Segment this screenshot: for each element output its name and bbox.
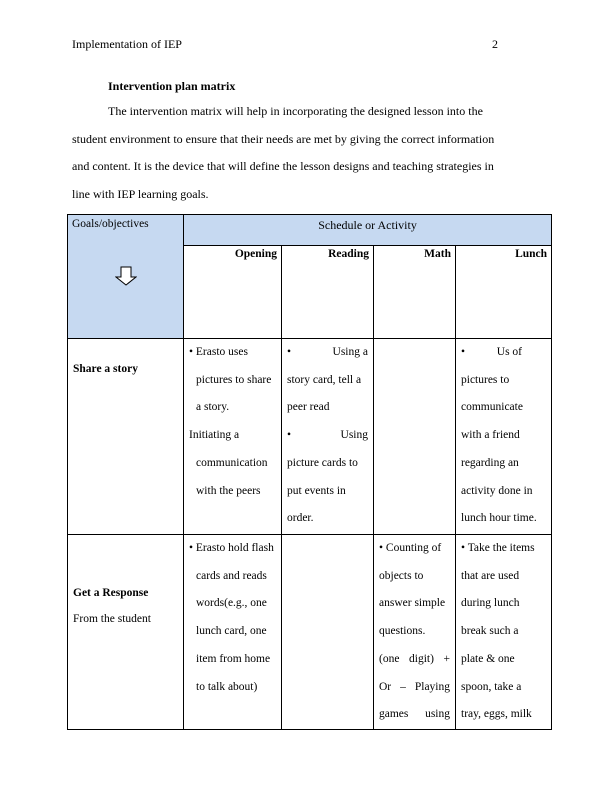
cell-line: communication: [196, 456, 268, 469]
cell-text: (one: [379, 652, 400, 665]
paragraph-line: The intervention matrix will help in incorporating the designed lesson into the: [108, 104, 483, 118]
intervention-matrix-table: [67, 214, 552, 730]
column-header-lunch: Lunch: [456, 245, 552, 338]
cell-text: using: [425, 708, 450, 721]
down-arrow-icon: [72, 266, 179, 289]
math-cell: [374, 339, 456, 535]
column-header-reading: Reading: [282, 245, 374, 338]
cell-line: during lunch: [461, 597, 520, 610]
cell-line: [379, 701, 450, 729]
table-row: [68, 339, 552, 535]
bullet: •: [287, 346, 292, 358]
cell-line: lunch hour time.: [461, 512, 537, 525]
schedule-header-label: Schedule or Activity: [318, 218, 417, 232]
cell-line: that are used: [461, 569, 520, 582]
cell-line: objects to: [379, 569, 424, 582]
cell-line: Initiating a: [189, 429, 240, 442]
cell-line: spoon, take a: [461, 680, 522, 693]
goals-header-label: Goals/objectives: [72, 218, 149, 230]
cell-line: tray, eggs, milk: [461, 708, 532, 721]
table-row: [68, 535, 552, 730]
cell-line: [379, 674, 450, 702]
cell-line: • Erasto uses: [189, 346, 248, 358]
cell-line: [287, 339, 368, 367]
cell-line: • Erasto hold flash: [189, 542, 274, 554]
cell-line: peer read: [287, 401, 330, 414]
cell-line: [461, 339, 546, 367]
section-title: Intervention plan matrix: [108, 79, 236, 93]
goal-cell-get-response: [68, 535, 184, 730]
page-number: 2: [492, 37, 498, 51]
running-header-title: Implementation of IEP: [72, 37, 182, 51]
bullet: •: [287, 429, 292, 442]
goal-label: Get a Response: [73, 587, 149, 599]
cell-line: with the peers: [196, 484, 261, 497]
intro-paragraph: [72, 98, 504, 209]
cell-line: answer simple: [379, 597, 446, 610]
cell-line: item from home: [196, 652, 271, 665]
cell-line: a story.: [196, 401, 230, 414]
cell-text: –: [400, 680, 406, 693]
paragraph-line: student environment to ensure that their needs are met by giving the correct information: [72, 131, 495, 146]
goal-sublabel: From the student: [73, 613, 151, 625]
cell-text: Us of: [496, 346, 523, 358]
cell-line: [379, 646, 450, 674]
goal-cell-share-story: [68, 339, 184, 535]
cell-line: story card, tell a: [287, 373, 362, 386]
cell-line: questions.: [379, 625, 426, 638]
reading-cell: [282, 339, 374, 535]
bullet: •: [461, 346, 466, 358]
lunch-cell: [456, 339, 552, 535]
goals-header-cell: [68, 215, 184, 339]
cell-text: Using a: [332, 346, 368, 358]
cell-line: • Take the items: [461, 542, 535, 554]
goal-label: Share a story: [73, 363, 138, 375]
cell-text: games: [379, 708, 409, 721]
cell-line: pictures to: [461, 373, 510, 386]
opening-cell: [184, 339, 282, 535]
math-cell: [374, 535, 456, 730]
cell-text: Using: [340, 429, 368, 442]
cell-line: with a friend: [461, 429, 520, 442]
cell-line: lunch card, one: [196, 625, 267, 638]
cell-line: break such a: [461, 625, 519, 638]
schedule-header-cell: [184, 215, 552, 246]
reading-cell: [282, 535, 374, 730]
column-header-math: Math: [374, 245, 456, 338]
cell-text: Or: [379, 680, 392, 693]
cell-line: picture cards to: [287, 456, 358, 469]
cell-line: activity done in: [461, 484, 533, 497]
cell-line: cards and reads: [196, 569, 267, 582]
paragraph-line: and content. It is the device that will define the lesson designs and teaching strategies in: [72, 159, 494, 174]
column-header-opening: Opening: [184, 245, 282, 338]
cell-line: words(e.g., one: [196, 597, 267, 610]
cell-line: • Counting of: [379, 542, 442, 554]
cell-text: digit): [409, 652, 434, 665]
cell-line: order.: [287, 512, 314, 525]
cell-text: Playing: [414, 680, 450, 693]
cell-line: [287, 422, 368, 450]
paragraph-line: line with IEP learning goals.: [72, 187, 209, 202]
cell-text: +: [443, 652, 450, 665]
lunch-cell: [456, 535, 552, 730]
cell-line: regarding an: [461, 456, 519, 469]
cell-line: plate & one: [461, 652, 515, 665]
cell-line: pictures to share: [196, 373, 272, 386]
opening-cell: [184, 535, 282, 730]
cell-line: put events in: [287, 484, 346, 497]
cell-line: to talk about): [196, 680, 258, 693]
cell-line: communicate: [461, 401, 523, 414]
